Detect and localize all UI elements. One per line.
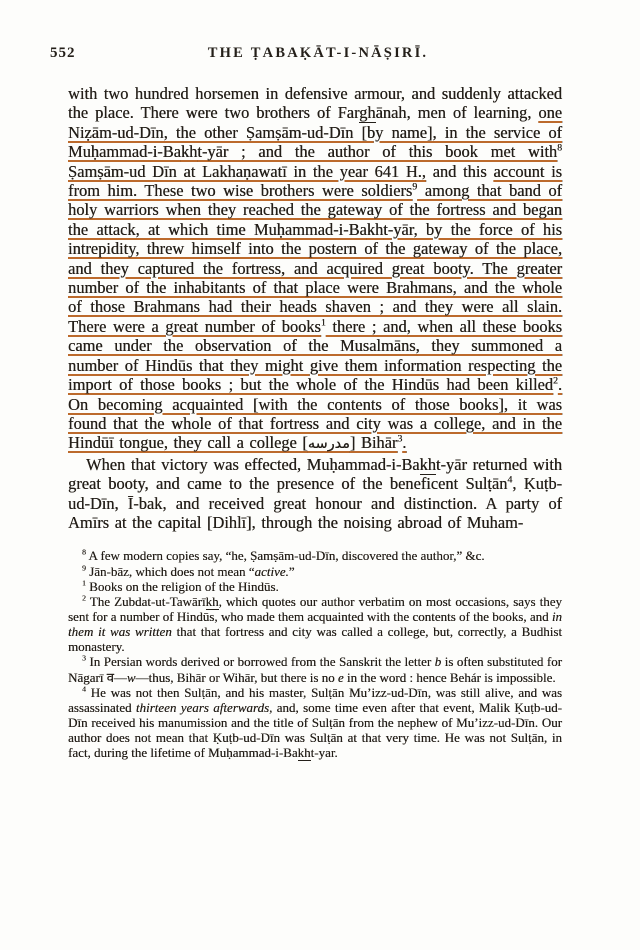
text-segment: there ; and, when all these books came under the observation of the Musalmāns, they summoned a number of Hindūs that they might give them information respecting the import of those books ; but the whole of the Hindūs had been killed [68,316,563,395]
text-segment: 4 [507,474,513,486]
text-segment: t-yār ; and the author of this book met with [197,142,558,162]
page-header [0,45,640,65]
text-segment: 1 [320,317,326,329]
text-segment: The Zubdat-ut-Tawārī [89,593,206,609]
text-segment: مدرسه [307,436,350,453]
text-segment: is often substituted for Nāgarī व— [68,654,562,685]
text-segment: t-yar. [310,745,338,761]
footnote [68,654,562,684]
footnote [68,579,562,594]
text-segment: . On becoming acquainted [with the contents of those books], it was found that the whole of that fortress and city was a college, and in the Hindūī tongue, they call a college [ [68,375,562,453]
text-segment: in them it was written [68,608,562,640]
text-segment: When that victory was effected, Muḥammad-i-Ba [86,454,420,474]
text-segment: among that band of holy warriors when they reached the gateway of the fortress and began the attack, at which time Muḥammad-i-Ba [68,181,563,239]
text-segment: 2 [552,375,558,387]
footnote-marker: 9 [82,563,86,573]
text-segment: —thus, Bihār or Wihār, but there is no [135,669,338,685]
text-segment: e [337,669,344,685]
body-paragraph [68,84,562,455]
footnote [68,594,562,655]
footnote [68,685,562,761]
text-segment: 8 [557,142,562,154]
text-segment: Jān-bāz, which does not mean “ [89,563,255,579]
body-paragraph [68,455,562,533]
text-segment: . [402,433,407,453]
text-segment: kh [419,454,436,474]
text-segment: kh [366,219,384,239]
text-segment: t-yār, by the force of his intrepidity, threw himself into the postern of the gateway of the place, and they captured the fortress, and acquired great booty. The greater number of the inhabitants of that place were Brahmans, and the whole of those Brahmans had their heads shaven ; and they were all slain. There were a great number of books [68,219,563,336]
text-segment: gh [359,103,376,123]
text-segment: that that fortress and city was called a college, but, correctly, a Budhist monastery. [68,624,563,655]
text-segment: in the word : hence Behár is impossible. [343,669,556,685]
footnote-marker: 4 [82,684,86,694]
text-segment: with two hundred horsemen in defensive armour, and suddenly attacked the place. There were two brothers of Far [68,84,562,123]
text-segment: kh [297,745,311,761]
footnote [68,548,562,563]
body-text [68,84,562,532]
text-segment: , which quotes our author verbatim on most occasions, says they sent for a number of Hindūs, who made them acquainted with the contents of the books, and [68,593,562,624]
text-segment: ” [288,563,295,579]
text-segment: t-yār returned with great booty, and came to the presence of the beneficent Sulṭān [68,454,562,494]
text-segment: Ṣamṣām-ud Dīn at Lakhaṇawatī in the year 641 H., [68,161,426,181]
text-segment: In Persian words derived or borrowed from the Sanskrit the letter [89,654,435,670]
text-segment: , Ḳuṭb-ud-Dīn, Ī-bak, and received great honour and distinction. A party of Amīrs at the capital [Dihlī], through the noising abroad of Muham- [68,474,562,532]
footnotes [68,548,562,760]
text-segment: A few modern copies say, “he, Ṣamṣām-ud-Dīn, discovered the author,” &c. [88,548,485,564]
text-segment: one Niẓām-ud-Dīn, the other Ṣamṣām-ud-Dīn [by name], in the service of Muḥammad-i-Ba [68,103,562,162]
text-segment: ānah, men of learning, [375,103,539,123]
running-title: THE ṬABAḲĀT-I-NĀṢIRĪ. [207,45,429,61]
footnote-marker: 3 [82,654,86,664]
footnote [68,564,562,579]
text-segment: 9 [412,181,418,193]
page-number: 552 [50,45,76,61]
text-segment: and this [425,161,494,181]
text-segment: Books on the religion of the Hindūs. [89,578,279,594]
footnote-marker: 8 [82,548,86,558]
text-segment: active. [254,563,289,579]
footnote-marker: 2 [82,593,86,603]
footnote-marker: 1 [82,578,86,588]
page-content [68,84,562,761]
text-segment: b [434,654,442,670]
text-segment: ] Bihār [349,433,398,453]
text-segment: w [126,669,136,685]
text-segment: account is from him. These two wise brothers were soldiers [68,161,563,201]
text-segment: thirteen years afterwards [135,699,270,715]
text-segment: , and, some time even after that event, Malik Ḳuṭb-ud-Dīn received his manumission and the title of Sulṭān from the nephew of Mu’izz-ud-Dīn. Our author does not mean that Ḳuṭb-ud-Dīn was Sulṭān at that very time. He was not Sulṭān, in fact, during the lifetime of Muḥammad-i-Ba [68,699,562,761]
text-segment: 3 [397,433,403,445]
text-segment: kh [180,142,198,162]
text-segment: He was not then Sulṭān, and his master, Sulṭān Mu’izz-ud-Dīn, was still alive, and was assassinated [68,684,563,715]
text-segment: kh [205,593,219,609]
